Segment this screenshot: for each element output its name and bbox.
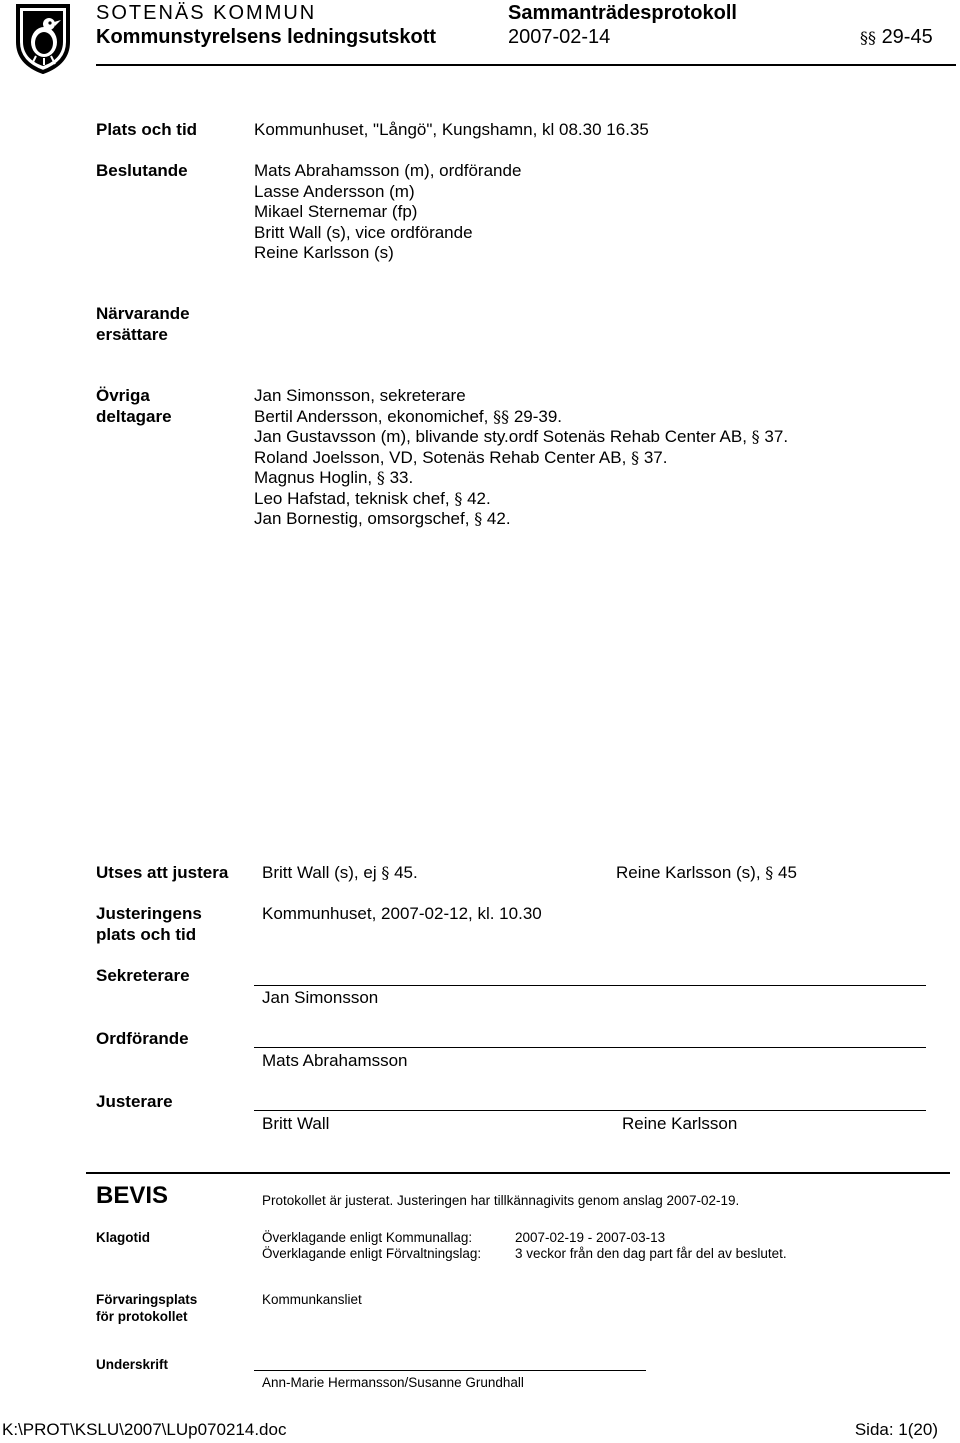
participant-text: Bertil Andersson, ekonomichef, [254, 406, 489, 426]
adjust-place-label [96, 904, 202, 945]
appeal-row2-label: Överklagande enligt Förvaltningslag: [262, 1246, 482, 1261]
substitutes-label [96, 304, 190, 345]
adjusters-label: Justerare [96, 1092, 173, 1111]
paragraph-sign-icon: § [474, 509, 483, 528]
adjuster1-name: Britt Wall [262, 1114, 330, 1133]
participant-row [254, 489, 788, 510]
header-divider [96, 64, 956, 66]
participant-row [254, 407, 788, 428]
substitutes-label-line2: ersättare [96, 324, 168, 344]
place-label: Plats och tid [96, 120, 198, 139]
certificate-signature-line [254, 1370, 646, 1371]
meeting-date: 2007-02-14 [508, 26, 611, 48]
member-row: Reine Karlsson (s) [254, 243, 394, 262]
appeal-row1-value: 2007-02-19 - 2007-03-13 [515, 1230, 666, 1245]
secretary-signature-line [254, 985, 926, 986]
adjuster1-paragraph: 45. [394, 863, 418, 882]
participant-row [254, 427, 788, 448]
participant-text: Magnus Hoglin, [254, 468, 373, 487]
decision-members [254, 161, 521, 264]
adjust-place-label-line2: plats och tid [96, 924, 197, 944]
appeal-row1-label: Överklagande enligt Kommunallag: [262, 1230, 473, 1245]
chair-signature-line [254, 1047, 926, 1048]
member-row: Mats Abrahamsson (m), ordförande [254, 161, 522, 180]
participant-paragraph: 29-39. [513, 406, 563, 426]
substitutes-label-line1: Närvarande [96, 304, 190, 323]
participant-paragraph: 37. [764, 427, 789, 446]
municipal-crest-icon [14, 2, 72, 74]
participant-row [254, 468, 788, 489]
others-list [254, 386, 788, 530]
paragraph-sign-icon: § [381, 863, 390, 882]
secretary-label: Sekreterare [96, 966, 190, 985]
chair-label: Ordförande [96, 1029, 189, 1048]
appeal-label: Klagotid [96, 1230, 150, 1245]
participant-text: Jan Bornestig, omsorgschef, [254, 509, 470, 528]
certificate-signature-name: Ann-Marie Hermansson/Susanne Grundhall [262, 1375, 524, 1390]
footer-page-number: Sida: 1(20) [854, 1420, 938, 1439]
adjust-place-value: Kommunhuset, 2007-02-12, kl. 10.30 [262, 904, 542, 923]
participant-text: Jan Gustavsson (m), blivande sty.ordf Sotenäs Rehab Center AB, [254, 427, 747, 446]
others-label [96, 386, 172, 427]
participant-paragraph: 42. [467, 488, 491, 508]
document-type: Sammanträdesprotokoll [508, 2, 737, 24]
storage-value: Kommunkansliet [262, 1292, 362, 1307]
member-row: Britt Wall (s), vice ordförande [254, 222, 473, 242]
adjuster1-assignment [262, 863, 418, 884]
participant-row [254, 448, 788, 469]
footer-file-path: K:\PROT\KSLU\2007\LUp070214.doc [2, 1420, 287, 1439]
participant-paragraph: 42. [486, 509, 511, 528]
adjust-label: Utses att justera [96, 863, 229, 882]
paragraph-sign-icon: § [751, 427, 760, 446]
participant-paragraph: 37. [643, 447, 668, 467]
participant-text: Roland Joelsson, VD, Sotenäs Rehab Center AB, [254, 447, 627, 467]
adjusters-signature-line [254, 1110, 926, 1111]
storage-label-line2: för protokollet [96, 1309, 188, 1324]
storage-label-line1: Förvaringsplats [96, 1292, 198, 1307]
others-label-line1: Övriga [96, 386, 150, 405]
participant-row [254, 509, 788, 530]
chair-name: Mats Abrahamsson [262, 1051, 408, 1070]
certificate-statement: Protokollet är justerat. Justeringen har tillkännagivits genom anslag 2007-02-19. [262, 1193, 740, 1208]
member-row: Lasse Andersson (m) [254, 181, 415, 201]
paragraph-range-value: 29-45 [881, 26, 933, 48]
paragraph-sign-icon: § [765, 863, 774, 882]
adjuster1-text: Britt Wall (s), ej [262, 863, 377, 882]
secretary-name: Jan Simonsson [262, 988, 379, 1007]
paragraph-sign-icon: § [631, 447, 640, 467]
paragraph-range [860, 26, 933, 49]
adjuster2-assignment [616, 863, 797, 884]
adjuster2-text: Reine Karlsson (s), [616, 863, 761, 882]
storage-label [96, 1291, 197, 1325]
adjuster2-name: Reine Karlsson [622, 1114, 738, 1133]
paragraph-sign-icon: § [376, 468, 385, 487]
signature-label: Underskrift [96, 1357, 169, 1372]
paragraph-sign-icon: § [454, 488, 463, 508]
paragraph-sign-icon: §§ [493, 406, 510, 426]
decision-label: Beslutande [96, 161, 188, 180]
participant-text: Leo Hafstad, teknisk chef, [254, 488, 450, 508]
municipality-name: SOTENÄS KOMMUN [96, 2, 317, 24]
others-label-line2: deltagare [96, 406, 172, 426]
certificate-divider [86, 1172, 950, 1174]
certificate-title: BEVIS [96, 1182, 169, 1209]
committee-name: Kommunstyrelsens ledningsutskott [96, 26, 437, 48]
adjuster2-paragraph: 45 [778, 863, 797, 882]
participant-row: Jan Simonsson, sekreterare [254, 386, 466, 405]
member-row: Mikael Sternemar (fp) [254, 202, 418, 221]
appeal-row2-value: 3 veckor från den dag part får del av beslutet. [515, 1246, 787, 1261]
participant-paragraph: 33. [389, 468, 414, 487]
paragraph-sign-icon: §§ [860, 28, 876, 47]
place-value: Kommunhuset, "Långö", Kungshamn, kl 08.30 16.35 [254, 120, 649, 139]
adjust-place-label-line1: Justeringens [96, 904, 202, 923]
